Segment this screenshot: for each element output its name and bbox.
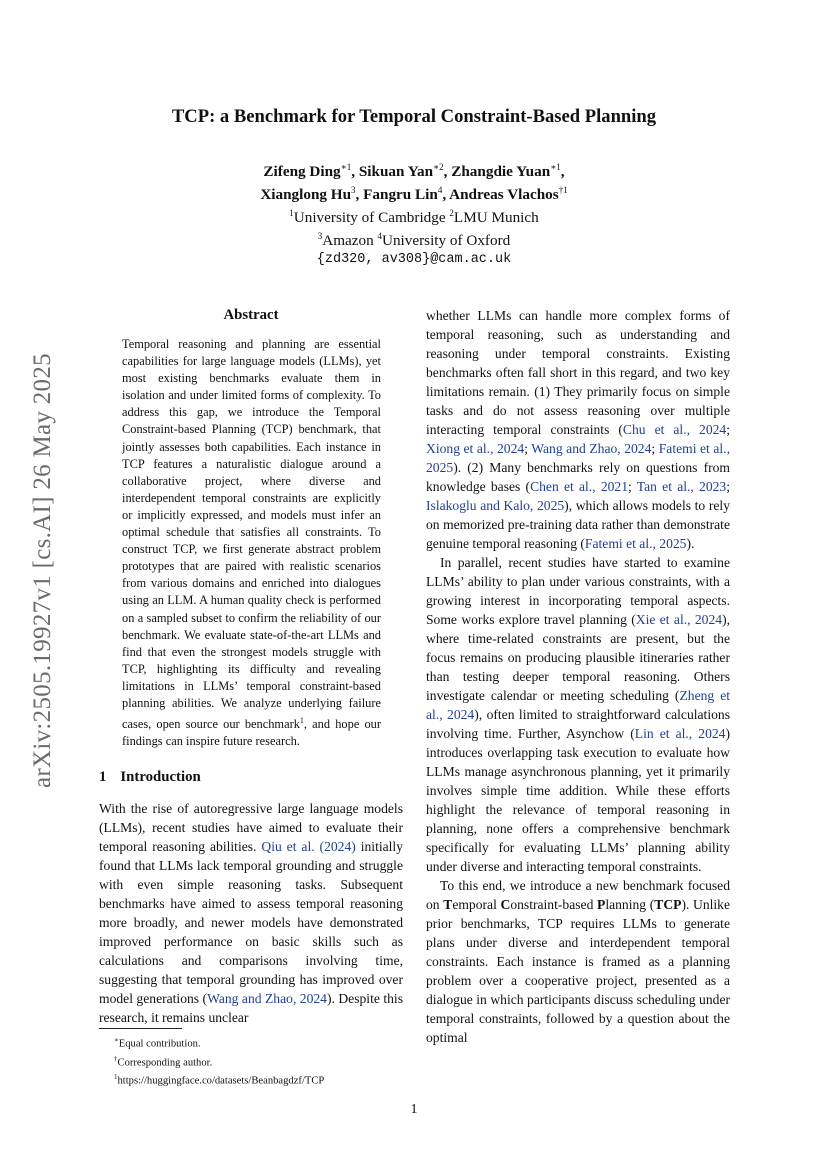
body-text: ; [628,479,637,494]
page-number: 1 [410,1102,418,1117]
paragraph [99,799,403,1027]
footnote [114,1070,324,1089]
section-heading [99,769,201,786]
footnote-text: Equal contribution. [118,1038,201,1050]
author-name: Fangru Lin [363,186,438,204]
author-affil-mark: ∗2 [433,162,444,172]
arxiv-identifier: arXiv:2505.19927v1 [cs.AI] 26 May 2025 [29,353,56,788]
contact-email[interactable]: {zd320, av308}@cam.ac.uk [316,252,512,268]
citation-link[interactable]: Zheng et al., 2024 [426,688,731,722]
body-text: ), which allows models to rely on memorized pre-training data rather than demonstrate genuine temporal reasoning ( [426,498,730,551]
body-text: onstraint-based [510,897,597,912]
body-text: ; [524,441,532,456]
body-text: ), often limited to straightforward calculations involving time. Further, Asynchow ( [426,707,730,741]
citation-link[interactable]: Wang and Zhao, 2024 [531,441,652,456]
citation-link[interactable]: Tan et al., 2023 [636,479,727,494]
footnote-mark[interactable]: 1 [299,716,304,726]
body-text: ) introduces overlapping task execution to evaluate how LLMs manage asynchronous planning, yet it primarily involves simple time addition. While these efforts highlight the relevance of temporal reasoning in planning, none offers a comprehensive benchmark specifically for evaluating LLMs’ planning ability under diverse and interacting temporal constraints. [426,726,730,874]
footnote-mark: † [114,1054,118,1063]
author-affil-mark: ∗1 [550,162,561,172]
body-text: initially found that LLMs lack temporal grounding and struggle with even simple reasoning tasks. Subsequent benchmarks have aimed to assess temporal reasoning more broadly, and newer models have demonstrated improved performance on basic skills such as calculations and comparisons involving time, suggesting that temporal grounding has improved over model generations ( [99,839,404,1006]
author-affil-mark: †1 [558,185,568,196]
affiliation: LMU Munich [453,209,539,227]
paragraph [426,876,730,1047]
affiliation-line-1 [100,204,728,227]
footnote-divider [99,1028,182,1029]
author-affil-mark: ∗1 [340,162,352,172]
body-text: emporal [452,897,501,912]
affiliation: University of Cambridge [293,209,450,227]
author-separator: , [443,163,452,181]
citation-link[interactable]: Xiong et al., 2024 [426,441,525,456]
body-text: ). [686,536,695,551]
author-affil-mark: 3 [351,185,356,196]
intro-right-column [426,306,730,1047]
body-text: ), where time-related constraints are present, but the focus remains on producing plausible itineraries rather than testing deeper temporal reasoning. Others investigate calendar or meeting scheduling ( [426,612,730,703]
affiliation-line-2 [100,227,728,250]
author-line-2 [100,181,728,204]
footnote-text: Corresponding author. [117,1057,213,1069]
abstract-heading: Abstract [223,307,279,323]
body-text: With the rise of autoregressive large language models (LLMs), recent studies have aimed to evaluate their temporal reasoning abilities. [99,801,403,854]
affiliation: Amazon [322,232,378,250]
citation-link[interactable]: Chen et al., 2021 [530,479,629,494]
author-name: Sikuan Yan [358,163,434,181]
citation-link[interactable]: Chu et al., 2024 [622,422,727,437]
intro-left-column [99,799,403,1027]
acronym-letter: T [443,897,453,912]
author-separator: , [560,163,565,181]
citation-link[interactable]: Xie et al., 2024 [635,612,723,627]
body-text: ). (2) Many benchmarks rely on questions from knowledge bases ( [426,460,730,494]
author-separator: , [442,186,450,204]
footnote-url[interactable]: https://huggingface.co/datasets/Beanbagdzf/TCP [117,1076,325,1087]
affil-mark: 2 [449,208,454,219]
citation-link[interactable]: Islakoglu and Kalo, 2025 [426,498,565,513]
author-block [100,158,728,269]
acronym: TCP [654,897,682,912]
footnotes [114,1033,324,1089]
body-text: ; [726,422,730,437]
body-text: ). Despite this research, it remains unclear [99,991,403,1025]
abstract-text: Temporal reasoning and planning are essential capabilities for large language models (LLMs), yet most existing benchmarks evaluate them in isolation and under limited forms of complexity. To address this gap, we introduce the Temporal Constraint-based Planning (TCP) benchmark, that jointly assesses both capabilities. Each instance in TCP features a naturalistic dialogue around a collaborative project, where diverse and interdependent temporal constraints are explicitly or implicitly expressed, and models must infer an optimal schedule that satisfies all constraints. To construct TCP, we first generate abstract problem prototypes that are paired with realistic scenarios from various domains and enriched into dialogues using an LLM. A human quality check is performed on a sampled subset to confirm the reliability of our benchmark. We evaluate state-of-the-art LLMs and find that even the strongest models struggle with TCP, highlighting its difficulty and revealing limitations in LLMs’ temporal constraint-based planning abilities. We analyze underlying failure cases, open source our benchmark [122,337,381,732]
citation-link[interactable]: Qiu et al. (2024) [261,839,356,854]
author-separator: , [355,186,364,204]
abstract-body [122,336,381,750]
citation-link[interactable]: Fatemi et al., 2025 [584,536,687,551]
body-text: ; [651,441,659,456]
body-text: ; [726,479,730,494]
affil-mark: 1 [289,208,294,219]
paragraph [426,553,730,876]
footnote-mark: ∗ [114,1036,119,1044]
citation-link[interactable]: Wang and Zhao, 2024 [207,991,327,1006]
citation-link[interactable]: Lin et al., 2024 [634,726,726,741]
body-text: In parallel, recent studies have started to examine LLMs’ ability to plan under various constraints, with a growing interest in incorporating temporal aspects. Some works explore travel planning ( [426,555,730,627]
body-text: whether LLMs can handle more complex forms of temporal reasoning, such as understanding and reasoning under temporal constraints. Existing benchmarks often fall short in this regard, and two key limitations remain. (1) They primarily focus on simple tasks and do not assess reasoning over multiple interacting temporal constraints ( [426,308,730,437]
author-name: Zhangdie Yuan [451,163,551,181]
affiliation: University of Oxford [382,232,511,250]
paragraph [426,306,730,553]
footnote [114,1052,324,1071]
body-text: To this end, we introduce a new benchmark focused on [426,878,730,912]
acronym-letter: C [500,897,511,912]
author-affil-mark: 4 [437,185,443,196]
citation-link[interactable]: Fatemi et al., 2025 [426,441,730,475]
affil-mark: 3 [317,231,323,242]
footnote-mark: 1 [114,1073,118,1082]
abstract-text: , and hope our findings can inspire future research. [122,717,381,749]
section-title: Introduction [120,769,201,785]
body-text: ). Unlike prior benchmarks, TCP requires LLMs to generate plans under diverse and interdependent temporal constraints. Each instance is framed as a planning problem over a cooperative project, presented as a dialogue in which participants discuss scheduling under temporal constraints, followed by a question about the optimal [426,897,730,1045]
author-line-1 [100,158,728,181]
body-text: lanning ( [605,897,655,912]
author-separator: , [351,163,359,181]
author-name: Zifeng Ding [263,163,341,181]
paper-title: TCP: a Benchmark for Temporal Constraint-Based Planning [171,106,657,127]
section-number: 1 [99,769,107,785]
affil-mark: 4 [377,231,382,242]
footnote [114,1033,324,1052]
acronym-letter: P [597,897,606,912]
author-name: Xianglong Hu [260,186,352,204]
author-name: Andreas Vlachos [449,186,559,204]
